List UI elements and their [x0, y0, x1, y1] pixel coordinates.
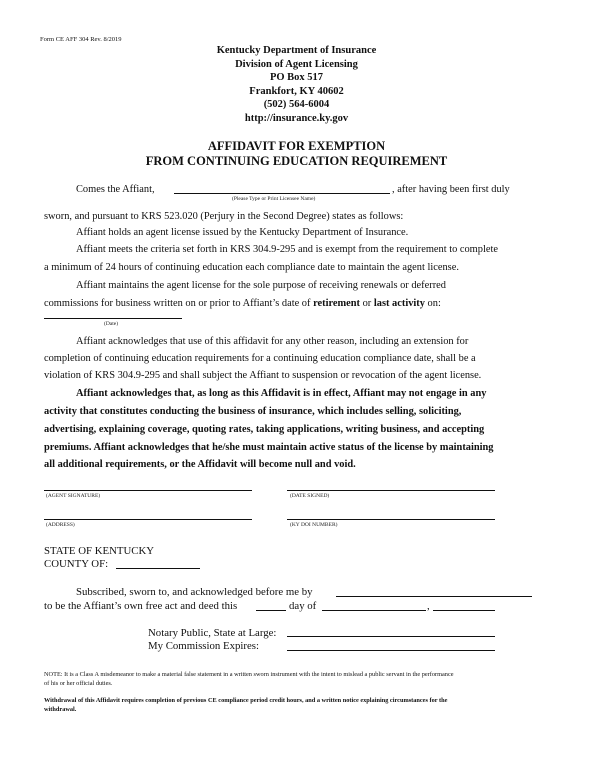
ky-doi-number-field[interactable] [287, 519, 495, 520]
notary-day-of: day of [289, 600, 317, 612]
bold-acknowledgement-5: all additional requirements, or the Affidavit will become null and void. [44, 459, 356, 470]
notary-day-field[interactable] [256, 610, 286, 611]
ky-doi-number-caption: (KY DOI NUMBER) [290, 522, 338, 528]
notary-subscribed: Subscribed, sworn to, and acknowledged before me by [76, 586, 313, 598]
date-signed-field[interactable] [287, 490, 495, 491]
notary-comma: , [427, 600, 430, 612]
agency-website: http://insurance.ky.gov [244, 112, 349, 124]
sworn-statement: sworn, and pursuant to KRS 523.020 (Perjury in the Second Degree) states as follows: [44, 211, 404, 222]
statement-3-line-2: commissions for business written on or prior to Affiant’s date of retirement or last activity on: [44, 298, 441, 309]
date-signed-caption: (DATE SIGNED) [290, 493, 330, 499]
city-state-zip: Frankfort, KY 40602 [249, 85, 344, 97]
bold-acknowledgement-1: Affiant acknowledges that, as long as this Affidavit is in effect, Affiant may not engage in any [76, 388, 487, 399]
notary-public-signature-field[interactable] [287, 636, 495, 637]
statement-2-line-1: Affiant meets the criteria set forth in KRS 304.9-295 and is exempt from the requirement to complete [76, 244, 498, 255]
document-title-line-1: AFFIDAVIT FOR EXEMPTION [207, 139, 386, 153]
address-caption: (ADDRESS) [46, 522, 75, 528]
agency-name: Kentucky Department of Insurance [216, 45, 377, 56]
statement-1: Affiant holds an agent license issued by the Kentucky Department of Insurance. [76, 227, 409, 238]
bold-acknowledgement-2: activity that constitutes conducting the business of insurance, which includes selling, soliciting, [44, 406, 462, 417]
withdrawal-note-line-2: withdrawal. [44, 706, 77, 713]
county-field[interactable] [116, 568, 200, 569]
licensee-name-caption: (Please Type or Print Licensee Name) [232, 196, 316, 202]
retirement-date-field[interactable] [44, 318, 182, 319]
form-id: Form CE AFF 304 Rev. 8/2019 [40, 36, 122, 43]
notary-month-field[interactable] [322, 610, 426, 611]
document-title-line-2: FROM CONTINUING EDUCATION REQUIREMENT [145, 154, 448, 168]
venue-county: COUNTY OF: [44, 558, 109, 570]
notary-year-field[interactable] [433, 610, 495, 611]
statement-2-line-2: a minimum of 24 hours of continuing education each compliance date to maintain the agent license. [44, 262, 459, 273]
division-name: Division of Agent Licensing [235, 58, 358, 70]
statement-4-line-2: completion of continuing education requirements for a continuing education compliance date, shall be a [44, 353, 476, 364]
statement-3-line-1: Affiant maintains the agent license for the sole purpose of receiving renewals or deferred [76, 280, 446, 291]
misdemeanor-note-line-2: of his or her official duties. [44, 680, 113, 687]
venue-state: STATE OF KENTUCKY [44, 545, 155, 557]
commission-expires-field[interactable] [287, 650, 495, 651]
notary-free-act: to be the Affiant’s own free act and deed this [44, 600, 238, 612]
agent-signature-caption: (AGENT SIGNATURE) [46, 493, 101, 499]
notary-affiant-name-field[interactable] [336, 596, 532, 597]
misdemeanor-note-line-1: NOTE: It is a Class A misdemeanor to make a material false statement in a written sworn instrument with the intent to mislead a public servant in the performance [44, 671, 454, 678]
affiant-tail: , after having been first duly [392, 184, 510, 195]
bold-acknowledgement-4: premiums. Affiant acknowledges that he/she must maintain active status of the license by maintaining [44, 442, 494, 453]
commission-expires-label: My Commission Expires: [148, 640, 259, 652]
affiant-lead: Comes the Affiant, [76, 184, 155, 195]
statement-4-line-3: violation of KRS 304.9-295 and shall subject the Affiant to suspension or revocation of the agent license. [44, 370, 482, 381]
withdrawal-note-line-1: Withdrawal of this Affidavit requires completion of previous CE compliance period credit hours, and a written notice explaining circumstances for the [44, 697, 448, 704]
statement-4-line-1: Affiant acknowledges that use of this affidavit for any other reason, including an extension for [76, 336, 469, 347]
phone-number: (502) 564-6004 [263, 99, 330, 110]
notary-public-label: Notary Public, State at Large: [148, 627, 277, 639]
address-field[interactable] [44, 519, 252, 520]
po-box: PO Box 517 [269, 72, 324, 83]
licensee-name-field[interactable] [174, 193, 390, 194]
bold-acknowledgement-3: advertising, explaining coverage, quoting rates, taking applications, writing business, and accepting [44, 424, 485, 435]
agent-signature-field[interactable] [44, 490, 252, 491]
date-caption: (Date) [104, 321, 119, 327]
